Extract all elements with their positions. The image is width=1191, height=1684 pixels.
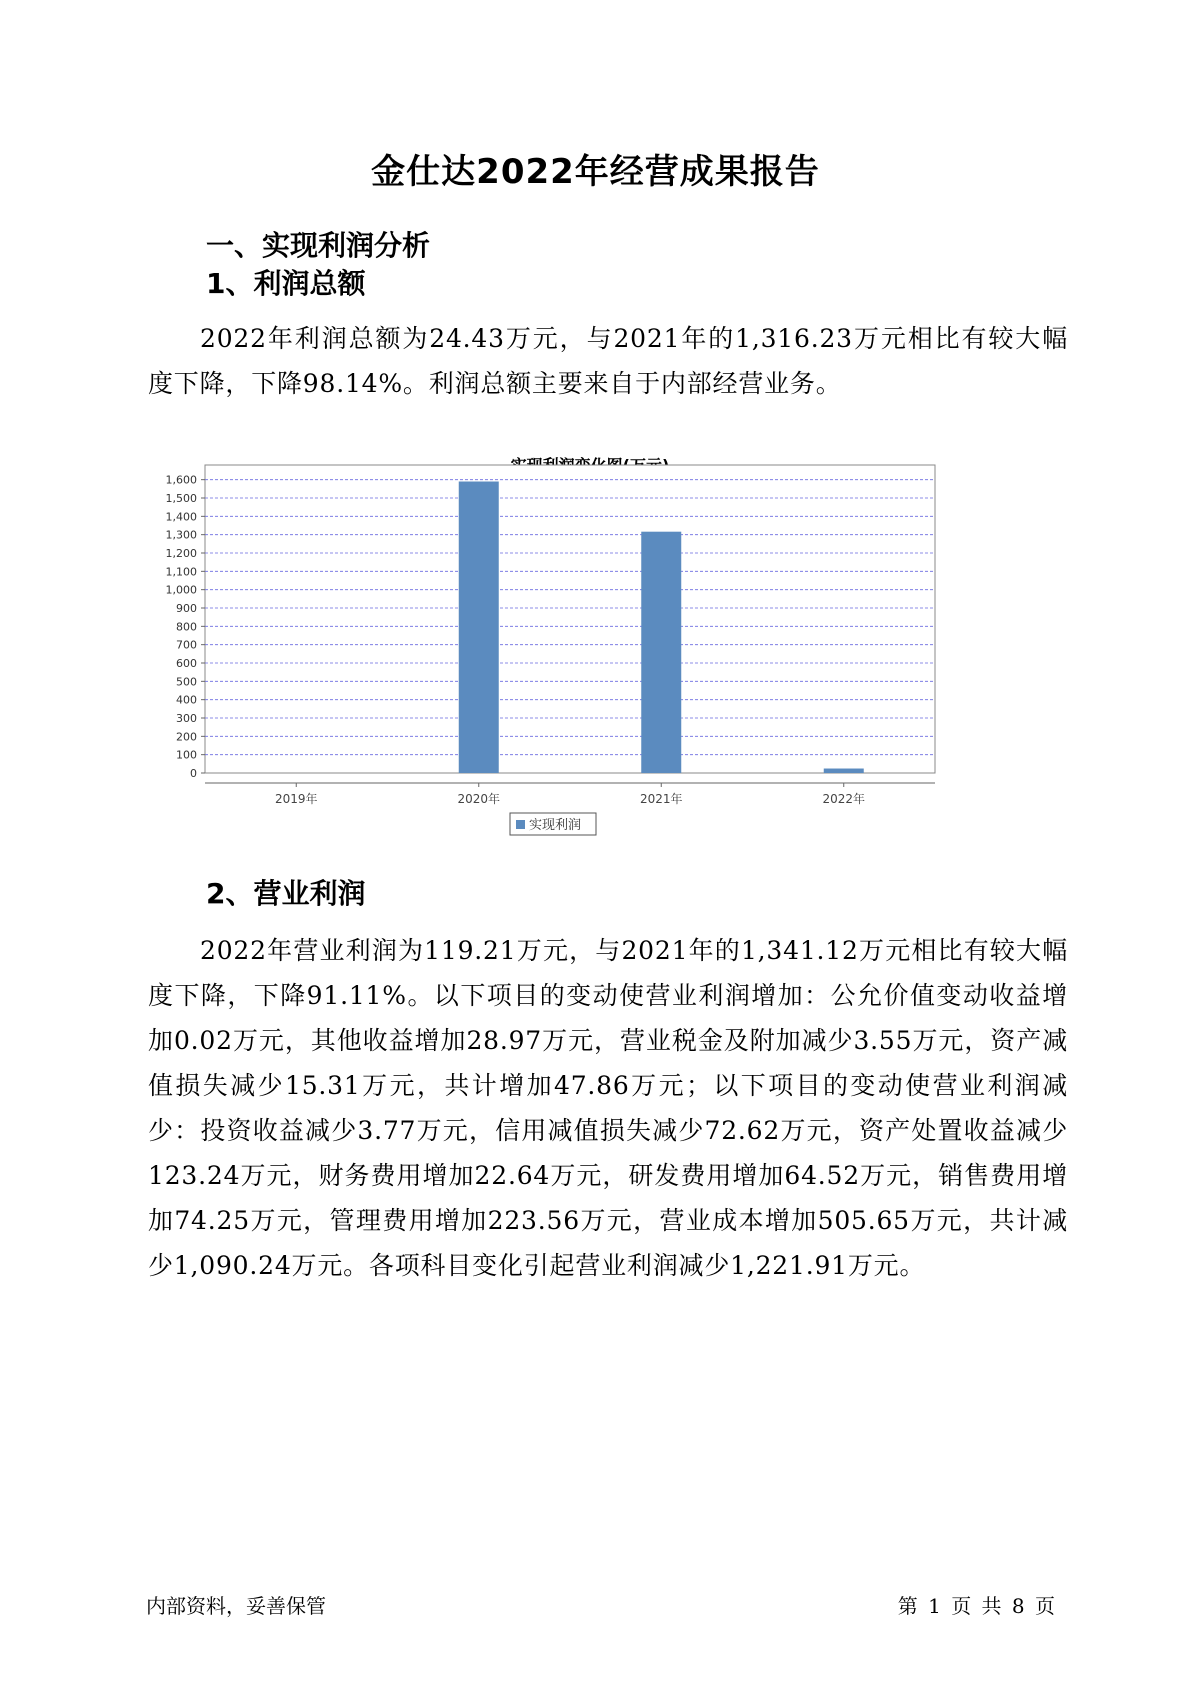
profit-chart (150, 455, 1030, 915)
legend-label: 实现利润 (529, 818, 582, 833)
y-tick-label: 300 (176, 712, 197, 725)
y-tick-label: 200 (176, 730, 197, 744)
subsection-heading-operating-profit: 2、营业利润 (206, 877, 366, 910)
section-heading: 一、实现利润分析 (206, 229, 431, 262)
y-tick-label: 600 (176, 657, 197, 670)
subsection-heading-profit-total: 1、利润总额 (206, 267, 366, 300)
y-tick-label: 100 (176, 748, 197, 762)
y-tick-label: 1,500 (165, 492, 197, 505)
y-tick-label: 1,200 (165, 547, 197, 560)
paragraph-operating-profit: 2022年营业利润为119.21万元，与2021年的1,341.12万元相比有较大幅度下降，下降91.11%。以下项目的变动使营业利润增加：公允价值变动收益增加0.02万元，其他收益增加28.97万元，营业税金及附加减少3.55万元，资产减值损失减少15.31万元，共计增加47.86万元；以下项目的变动使营业利润减少：投资收益减少3.77万元，信用减值损失减少72.62万元，资产处置收益减少123.24万元，财务费用增加22.64万元，研发费用增加64.52万元，销售费用增加74.25万元，管理费用增加223.56万元，营业成本增加505.65万元，共计减少1,090.24万元。各项科目变化引起营业利润减少1,221.91万元。 (148, 936, 1068, 1280)
bar-2020年 (459, 482, 499, 774)
y-tick-label: 1,300 (165, 528, 197, 542)
x-tick-label: 2020年 (457, 792, 501, 806)
footer-confidential: 内部资料，妥善保管 (146, 1594, 326, 1618)
y-tick-label: 1,400 (165, 510, 197, 524)
y-tick-label: 800 (176, 620, 197, 634)
y-tick-label: 1,600 (165, 473, 197, 487)
x-tick-label: 2021年 (639, 792, 683, 806)
y-tick-label: 1,100 (165, 565, 197, 579)
document-title: 金仕达2022年经营成果报告 (371, 152, 820, 192)
footer-page-number: 第 1 页 共 8 页 (897, 1594, 1055, 1618)
y-tick-label: 1,000 (165, 583, 197, 597)
bar-2022年 (824, 769, 864, 773)
y-tick-label: 900 (176, 602, 197, 615)
x-tick-label: 2022年 (822, 792, 866, 806)
profit-chart-svg (150, 455, 1030, 915)
legend-swatch (516, 820, 525, 829)
plot-frame (205, 465, 935, 773)
y-tick-label: 700 (176, 638, 197, 652)
y-tick-label: 400 (176, 693, 197, 707)
bar-2021年 (641, 532, 681, 773)
paragraph-profit-total: 2022年利润总额为24.43万元，与2021年的1,316.23万元相比有较大幅度下降，下降98.14%。利润总额主要来自于内部经营业务。 (148, 324, 1068, 398)
y-tick-label: 0 (190, 767, 197, 780)
y-tick-label: 500 (176, 675, 197, 689)
x-tick-label: 2019年 (274, 792, 318, 806)
